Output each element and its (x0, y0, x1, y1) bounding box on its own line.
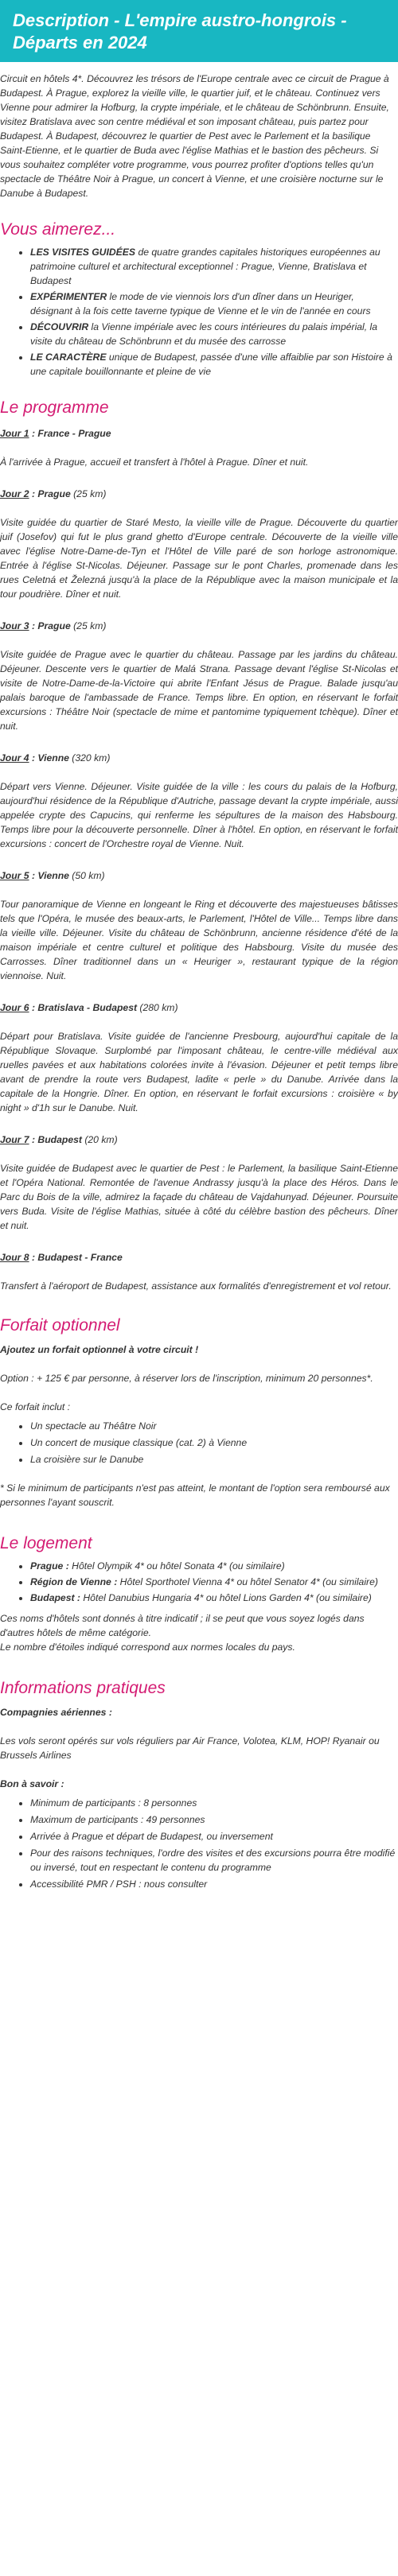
day-title: Jour 2 : Prague (25 km) (0, 488, 107, 499)
highlight-item: • EXPÉRIMENTER le mode de vie viennois lors d'un dîner dans un Heuriger, désignant à la fois cette taverne typique de Vienne et le vin de l'année en cours (30, 289, 398, 318)
highlight-item: • DÉCOUVRIR la Vienne impériale avec les cours intérieures du palais impérial, la visite du château de Schönbrunn et du musée des carrosse (30, 320, 398, 348)
hotel-item: • Budapest : Hôtel Danubius Hungaria 4* ou hôtel Lions Garden 4* (ou similaire) (30, 1591, 398, 1605)
day-block (0, 751, 398, 851)
day-title: Jour 6 : Bratislava - Budapest (280 km) (0, 1002, 178, 1013)
day-description: Visite guidée de Budapest avec le quartier de Pest : le Parlement, la basilique Saint-Etienne et l'Opéra National. Remontée de l'avenue Andrassy jusqu'à la place des Héros. Dans le Parc du Bois de la ville, admirez la façade du château de Vajdahunyad. Déjeuner. Poursuite vers Buda. Visite de l'église Mathias, située à côté du célèbre bastion des pêcheurs. Dîner et nuit. (0, 1163, 398, 1231)
section-title-logement: Le logement (0, 1534, 92, 1552)
bon-a-savoir-label: Bon à savoir : (0, 1778, 64, 1789)
day-title: Jour 5 : Vienne (50 km) (0, 870, 105, 881)
logement-note-2: Le nombre d'étoiles indiqué correspond aux normes locales du pays. (0, 1642, 295, 1653)
day-title: Jour 7 : Budapest (20 km) (0, 1134, 118, 1145)
main-content (0, 72, 398, 1891)
day-description: Transfert à l'aéroport de Budapest, assistance aux formalités d'enregistrement et vol retour. (0, 1280, 392, 1292)
page-title-line-2: Départs en 2024 (13, 33, 147, 52)
page-title-banner (0, 0, 398, 62)
section-title-vous-aimerez: Vous aimerez... (0, 220, 116, 239)
day-block (0, 619, 398, 733)
forfait-intro: Ajoutez un forfait optionnel à votre circuit ! (0, 1344, 199, 1355)
day-block (0, 1250, 398, 1293)
highlight-item: • LES VISITES GUIDÉES de quatre grandes capitales historiques européennes au patrimoine culturel et architectural exceptionnel : Prague, Vienne, Bratislava et Budapest (30, 245, 398, 288)
forfait-item: • Un spectacle au Théâtre Noir (30, 1419, 398, 1433)
forfait-items-list (0, 1419, 398, 1467)
day-description: Tour panoramique de Vienne en longeant le Ring et découverte des majestueuses bâtisses tels que l'Opéra, le musée des beaux-arts, le Parlement, l'Hôtel de Ville... Temps libre dans la vieille ville. Déjeuner. Visite du château de Schönbrunn, ancienne résidence d'été de la maison impériale et centre culturel et politique des Habsbourg. Visite du musée des Carrosses. Dîner traditionnel dans un « Heuriger », restaurant typique de la région viennoise. Nuit. (0, 899, 398, 981)
day-description: Visite guidée du quartier de Staré Mesto, la vieille ville de Prague. Découverte du quartier juif (Josefov) qui fut le plus grand ghetto d'Europe centrale. Découverte de la vieille ville avec l'église Notre-Dame-de-Tyn et l'Hôtel de Ville paré de son horloge astronomique. Entrée à l'église St-Nicolas. Déjeuner. Passage sur le pont Charles, promenade dans les rues Celetná et Železná jusqu'à la place de la République avec la maison municipale et la tour poudrière. Dîner et nuit. (0, 517, 398, 600)
forfait-note: * Si le minimum de participants n'est pas atteint, le montant de l'option sera remboursé aux personnes l'ayant souscrit. (0, 1482, 390, 1508)
day-block (0, 868, 398, 983)
day-description: Départ vers Vienne. Déjeuner. Visite guidée de la ville : les cours du palais de la Hofburg, aujourd'hui résidence de la République d'Autriche, passage devant la crypte impériale, aussi appelée crypte des Capucins, qui renferme les sépultures de la maison des Habsbourg. Temps libre pour la découverte personnelle. Dîner à l'hôtel. En option, en réservant le forfait excursions : concert de l'Orchestre royal de Vienne. Nuit. (0, 781, 398, 849)
day-description: Départ pour Bratislava. Visite guidée de l'ancienne Presbourg, aujourd'hui capitale de la République Slovaque. Surplombé par l'imposant château, le centre-ville médiéval aux ruelles pavées et aux habitations colorées invite à l'évasion. Déjeuner et petit temps libre avant de prendre la route vers Budapest, ladite « perle » du Danube. Arrivée dans la capitale de la Hongrie. Dîner. En option, en réservant le forfait excursions : croisière « by night » d'1h sur le Danube. Nuit. (0, 1031, 398, 1113)
compagnies-text: Les vols seront opérés sur vols réguliers par Air France, Volotea, KLM, HOP! Ryanair ou Brussels Airlines (0, 1735, 380, 1761)
intro-paragraph: Circuit en hôtels 4*. Découvrez les trésors de l'Europe centrale avec ce circuit de Prague à Budapest. À Prague, explorez la vieille ville, le quartier juif, et le château. Continuez vers Vienne pour admirer la Hofburg, la crypte impériale, et le château de Schönbrunn. Ensuite, visitez Bratislava avec son centre médiéval et son imposant château, puis partez pour Budapest. À Budapest, découvrez le quartier de Pest avec le Parlement et la basilique Saint-Etienne, et le quartier de Buda avec l'église Mathias et le bastion des pêcheurs. Si vous souhaitez compléter votre programme, vous pourrez profiter d'options telles qu'un spectacle de Théâtre Noir à Prague, un concert à Vienne, et une croisière nocturne sur le Danube à Budapest. (0, 73, 389, 199)
info-item: • Pour des raisons techniques, l'ordre des visites et des excursions pourra être modifié ou inversé, tout en respectant le contenu du programme (30, 1846, 398, 1875)
highlights-list (0, 245, 398, 379)
day-title: Jour 4 : Vienne (320 km) (0, 752, 111, 763)
section-title-infos: Informations pratiques (0, 1679, 166, 1697)
info-item: • Minimum de participants : 8 personnes (30, 1796, 398, 1810)
forfait-item: • La croisière sur le Danube (30, 1452, 398, 1467)
section-title-forfait: Forfait optionnel (0, 1316, 120, 1335)
section-title-programme: Le programme (0, 398, 109, 417)
day-title: Jour 1 : France - Prague (0, 428, 111, 439)
page-title-line-1: Description - L'empire austro-hongrois - (13, 10, 347, 30)
info-item: • Maximum de participants : 49 personnes (30, 1813, 398, 1827)
day-block (0, 1000, 398, 1115)
info-item: • Accessibilité PMR / PSH : nous consulter (30, 1877, 398, 1891)
forfait-inclut-label: Ce forfait inclut : (0, 1401, 71, 1412)
day-title: Jour 3 : Prague (25 km) (0, 620, 107, 631)
compagnies-label: Compagnies aériennes : (0, 1707, 112, 1718)
day-block (0, 426, 398, 469)
day-title: Jour 8 : Budapest - France (0, 1252, 123, 1263)
day-description: À l'arrivée à Prague, accueil et transfert à l'hôtel à Prague. Dîner et nuit. (0, 457, 309, 468)
hotels-list (0, 1559, 398, 1605)
day-block (0, 1133, 398, 1233)
day-description: Visite guidée de Prague avec le quartier du château. Passage par les jardins du château. Déjeuner. Descente vers le quartier de Malá Strana. Passage devant l'église St-Nicolas et visite de Notre-Dame-de-la-Victoire qui abrite l'Enfant Jésus de Prague. Balade jusqu'au palais baroque de l'ambassade de France. Temps libre. En option, en réservant le forfait excursions : Théâtre Noir (spectacle de mime et pantomime typiquement tchèque). Dîner et nuit. (0, 649, 398, 732)
forfait-option: Option : + 125 € par personne, à réserver lors de l'inscription, minimum 20 personnes*. (0, 1373, 373, 1384)
hotel-item: • Région de Vienne : Hôtel Sporthotel Vienna 4* ou hôtel Senator 4* (ou similaire) (30, 1575, 398, 1589)
hotel-item: • Prague : Hôtel Olympik 4* ou hôtel Sonata 4* (ou similaire) (30, 1559, 398, 1573)
infos-list (0, 1796, 398, 1891)
highlight-item: • LE CARACTÈRE unique de Budapest, passée d'une ville affaiblie par son Histoire à une capitale bouillonnante et pleine de vie (30, 350, 398, 379)
forfait-item: • Un concert de musique classique (cat. 2) à Vienne (30, 1436, 398, 1450)
day-block (0, 487, 398, 601)
logement-note-1: Ces noms d'hôtels sont donnés à titre indicatif ; il se peut que vous soyez logés dans d'autres hôtels de même catégorie. (0, 1613, 365, 1638)
info-item: • Arrivée à Prague et départ de Budapest, ou inversement (30, 1829, 398, 1844)
